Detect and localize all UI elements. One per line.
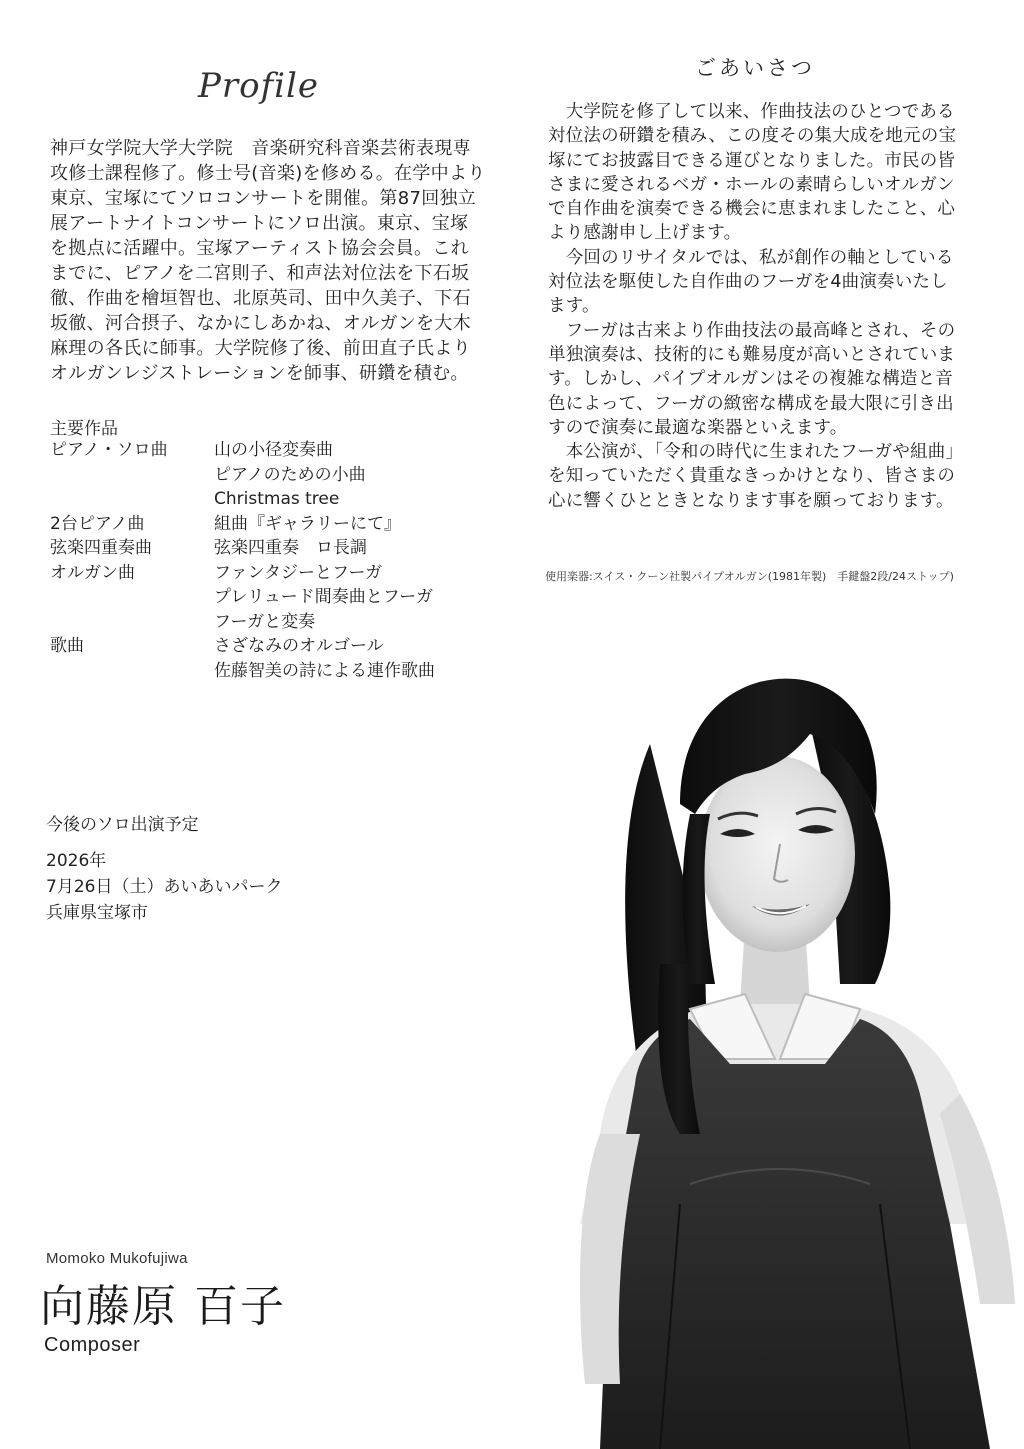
profile-line: 東京、宝塚にてソロコンサートを開催。第87回独立	[50, 188, 477, 209]
work-row	[50, 659, 490, 684]
profile-line: 攻修士課程修了。修士号(音楽)を修める。在学中より	[50, 163, 486, 184]
work-title: 組曲『ギャラリーにて』	[214, 513, 401, 534]
work-title: 弦楽四重奏 ロ長調	[214, 538, 367, 558]
name-romaji: Momoko Mukofujiwa	[46, 1250, 188, 1267]
work-title: Christmas tree	[214, 489, 340, 509]
instrument-note: 使用楽器:スイス・クーン社製パイプオルガン(1981年製) 手鍵盤2段/24ストップ)	[545, 570, 954, 583]
greeting-line: 塚にてお披露目できる運びとなりました。市民の皆	[548, 150, 956, 171]
work-row	[50, 634, 490, 659]
profile-body	[50, 136, 490, 386]
greeting-heading: ごあいさつ	[695, 56, 815, 80]
work-row	[50, 610, 490, 635]
profile-heading: Profile	[198, 66, 320, 106]
profile-line: 徹、作曲を檜垣智也、北原英司、田中久美子、下石	[50, 288, 471, 309]
greeting-line: 本公演が、「令和の時代に生まれたフーガや組曲」	[548, 442, 964, 463]
upcoming-date-venue: 7月26日（土）あいあいパーク	[46, 877, 283, 897]
work-category	[50, 610, 214, 635]
profile-line: オルガンレジストレーションを師事、研鑽を積む。	[50, 363, 469, 384]
works-heading: 主要作品	[50, 419, 118, 439]
greeting-line: で自作曲を演奏できる機会に恵まれましたこと、心	[548, 199, 956, 220]
work-title: ピアノのための小曲	[214, 464, 366, 485]
work-category: オルガン曲	[50, 562, 135, 583]
greeting-line: ます。	[548, 296, 600, 317]
work-row	[50, 561, 490, 586]
greeting-line: 今回のリサイタルでは、私が創作の軸としている	[548, 247, 954, 268]
profile-line: 神戸女学院大学大学院 音楽研究科音楽芸術表現専	[50, 138, 471, 159]
upcoming-year: 2026年	[46, 851, 107, 871]
work-title: ファンタジーとフーガ	[214, 562, 383, 583]
work-title: 山の小径変奏曲	[214, 440, 333, 460]
portrait-photo	[540, 664, 1024, 1449]
greeting-line: さまに愛されるベガ・ホールの素晴らしいオルガン	[548, 174, 955, 195]
works-list	[50, 438, 490, 683]
work-category: 2台ピアノ曲	[50, 513, 145, 534]
work-row	[50, 536, 490, 561]
work-title: さざなみのオルゴール	[214, 636, 384, 656]
work-category: ピアノ・ソロ曲	[50, 440, 168, 460]
work-category	[50, 659, 214, 684]
greeting-line: より感謝申し上げます。	[548, 223, 742, 244]
work-row	[50, 487, 490, 512]
greeting-line: フーガは古来より作曲技法の最高峰とされ、その	[548, 320, 956, 341]
profile-line: 坂徹、河合摂子、なかにしあかね、オルガンを大木	[50, 313, 471, 334]
greeting-line: を知っていただく貴重なきっかけとなり、皆さまの	[548, 466, 956, 487]
upcoming-schedule	[46, 812, 346, 926]
greeting-line: 単独演奏は、技術的にも難易度が高いとされていま	[548, 344, 956, 365]
greeting-line: 大学院を修了して以来、作曲技法のひとつである	[548, 102, 955, 122]
greeting-line: 対位法の研鑽を積み、この度その集大成を地元の宝	[548, 126, 957, 147]
work-category	[50, 487, 214, 512]
greeting-line: す。しかし、パイプオルガンはその複雑な構造と音	[548, 369, 953, 390]
work-row	[50, 463, 490, 488]
work-title: フーガと変奏	[214, 611, 316, 632]
greeting-body	[548, 100, 988, 513]
greeting-line: 心に響くひとときとなります事を願っております。	[548, 490, 954, 511]
work-category: 弦楽四重奏曲	[50, 538, 152, 558]
profile-line: を拠点に活躍中。宝塚アーティスト協会会員。これ	[50, 238, 469, 259]
name-role: Composer	[44, 1334, 141, 1356]
work-category: 歌曲	[50, 636, 84, 656]
work-title: 佐藤智美の詩による連作歌曲	[214, 660, 435, 681]
upcoming-heading: 今後のソロ出演予定	[46, 815, 199, 835]
upcoming-place: 兵庫県宝塚市	[46, 903, 148, 923]
work-row	[50, 438, 490, 463]
profile-line: 展アートナイトコンサートにソロ出演。東京、宝塚	[50, 213, 469, 234]
greeting-line: 対位法を駆使した自作曲のフーガを4曲演奏いたし	[548, 272, 948, 293]
profile-line: までに、ピアノを二宮則子、和声法対位法を下石坂	[50, 263, 470, 284]
work-category	[50, 463, 214, 488]
work-title: プレリュード間奏曲とフーガ	[214, 587, 433, 607]
work-row	[50, 585, 490, 610]
work-row	[50, 512, 490, 537]
greeting-line: すので演奏に最適な楽器といえます。	[548, 417, 848, 438]
name-kanji: 向藤原 百子	[40, 1281, 286, 1332]
greeting-line: 色によって、フーガの緻密な構成を最大限に引き出	[548, 393, 954, 414]
work-category	[50, 585, 214, 610]
profile-line: 麻理の各氏に師事。大学院修了後、前田直子氏より	[50, 338, 471, 359]
